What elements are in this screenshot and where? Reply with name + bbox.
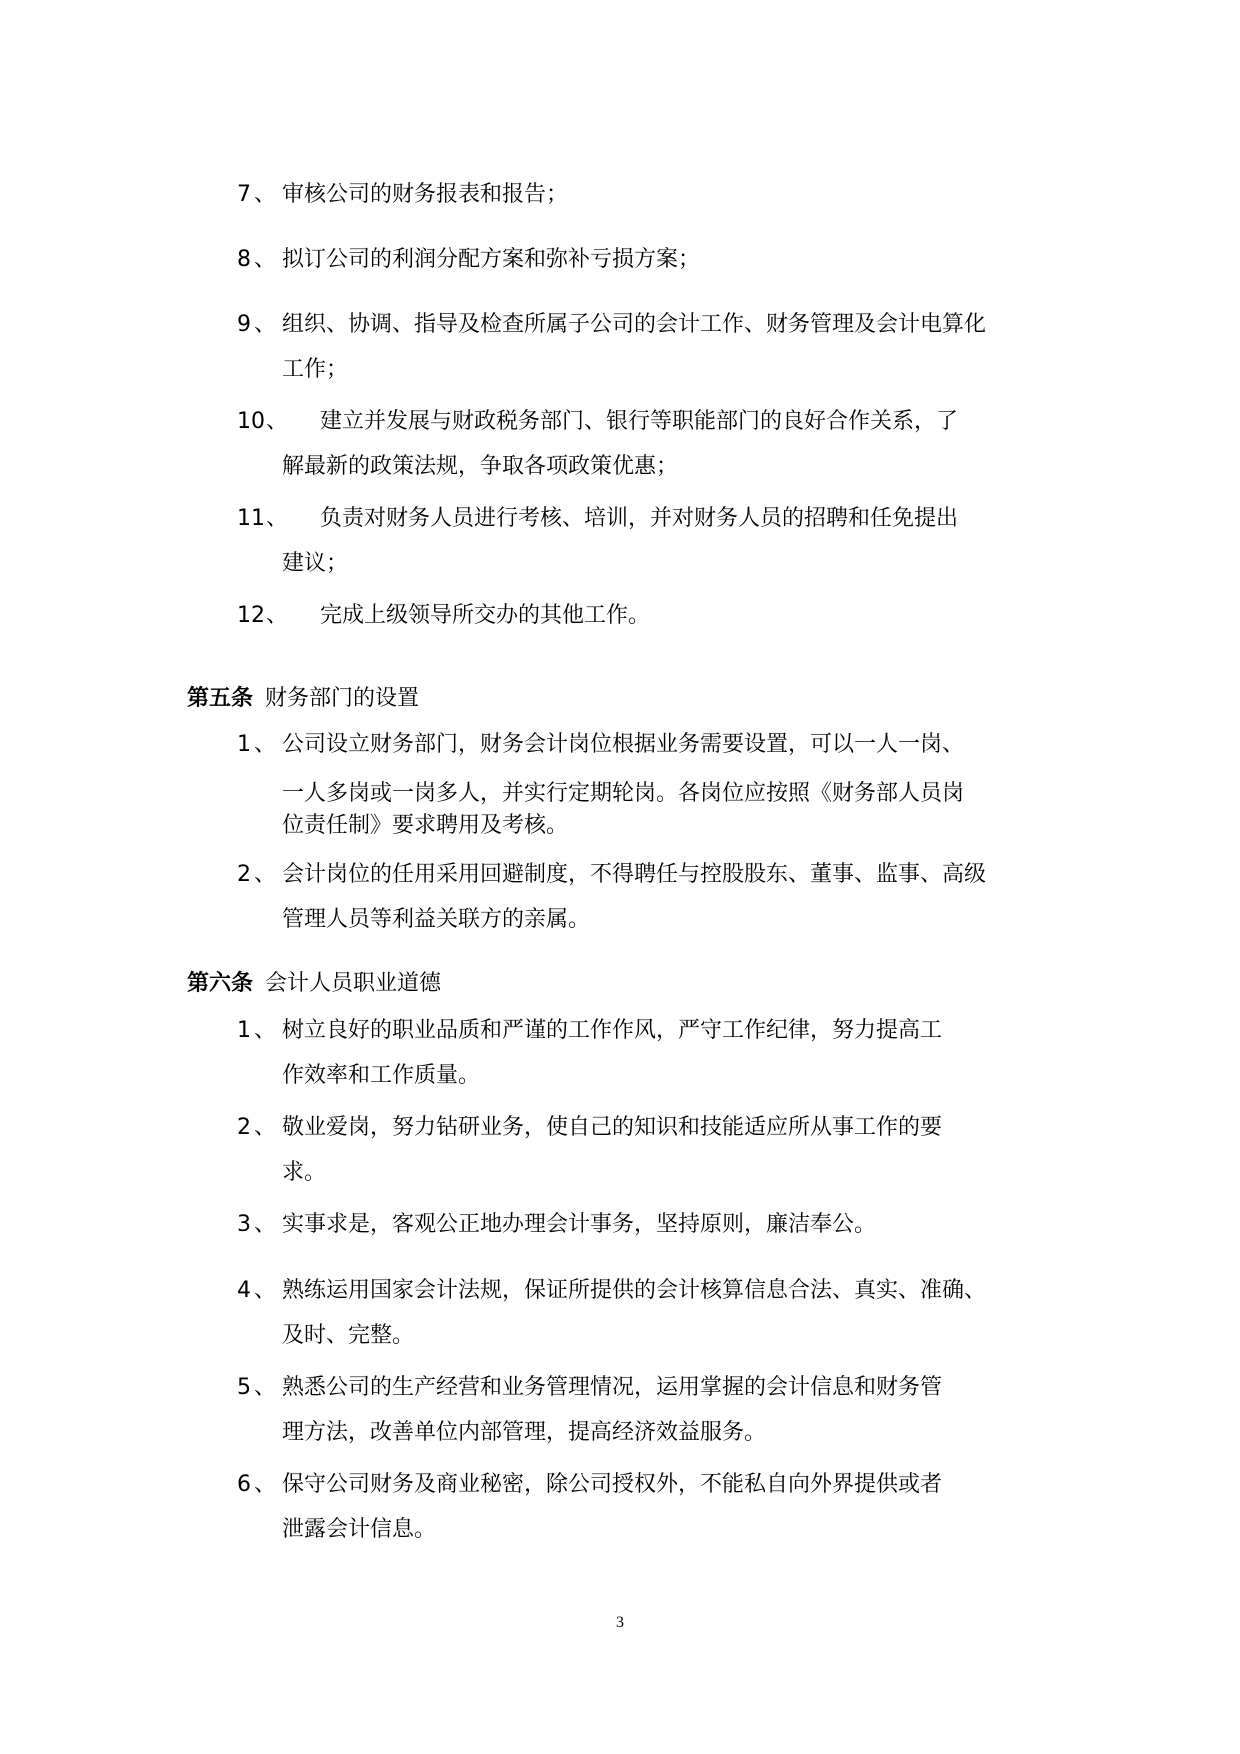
item-text: 熟练运用国家会计法规，保证所提供的会计核算信息合法、真实、准确、 <box>282 1278 987 1303</box>
item-text-continuation: 解最新的政策法规，争取各项政策优惠； <box>282 454 679 479</box>
item-text: 敬业爱岗，努力钻研业务，使自己的知识和技能适应所从事工作的要 <box>282 1115 943 1140</box>
item-number: 9 <box>237 312 251 337</box>
article-number: 第六条 <box>187 971 254 996</box>
item-text: 树立良好的职业品质和严谨的工作作风，严守工作纪律，努力提高工 <box>282 1018 943 1043</box>
item-separator: 、 <box>254 312 277 337</box>
item-text-continuation: 一人多岗或一岗多人，并实行定期轮岗。各岗位应按照《财务部人员岗 <box>282 781 965 806</box>
item-separator: 、 <box>254 732 277 757</box>
article-title: 财务部门的设置 <box>265 686 420 711</box>
item-text-continuation: 建议； <box>282 551 349 576</box>
item-number: 1 <box>237 732 251 757</box>
item-text-continuation: 泄露会计信息。 <box>282 1517 437 1542</box>
article-heading <box>187 683 419 715</box>
item-number: 12 <box>237 603 265 628</box>
item-number: 5 <box>237 1375 251 1400</box>
page-number: 3 <box>616 1614 624 1631</box>
item-text: 建立并发展与财政税务部门、银行等职能部门的良好合作关系，了 <box>320 409 959 434</box>
item-separator: 、 <box>254 1115 277 1140</box>
item-text-continuation: 工作； <box>282 357 349 382</box>
item-separator: 、 <box>254 182 277 207</box>
item-text-continuation: 及时、完整。 <box>282 1323 415 1348</box>
item-number: 11 <box>237 506 265 531</box>
item-separator: 、 <box>254 1018 277 1043</box>
article-number: 第五条 <box>187 686 254 711</box>
item-separator: 、 <box>254 247 277 272</box>
article-title: 会计人员职业道德 <box>265 971 442 996</box>
item-number: 6 <box>237 1472 251 1497</box>
item-separator: 、 <box>254 1278 277 1303</box>
item-separator: 、 <box>266 603 289 628</box>
item-text: 组织、协调、指导及检查所属子公司的会计工作、财务管理及会计电算化 <box>282 312 987 337</box>
article-heading <box>187 968 441 1000</box>
item-number: 2 <box>237 1115 251 1140</box>
item-text: 负责对财务人员进行考核、培训，并对财务人员的招聘和任免提出 <box>320 506 959 531</box>
item-text: 会计岗位的任用采用回避制度，不得聘任与控股股东、董事、监事、高级 <box>282 862 987 887</box>
item-text-continuation: 管理人员等利益关联方的亲属。 <box>282 907 591 932</box>
item-number: 1 <box>237 1018 251 1043</box>
item-separator: 、 <box>254 1212 277 1237</box>
item-text: 审核公司的财务报表和报告； <box>282 182 569 207</box>
item-text: 完成上级领导所交办的其他工作。 <box>320 603 651 628</box>
item-text-continuation: 理方法，改善单位内部管理，提高经济效益服务。 <box>282 1420 767 1445</box>
item-text: 实事求是，客观公正地办理会计事务，坚持原则，廉洁奉公。 <box>282 1212 877 1237</box>
item-text: 拟订公司的利润分配方案和弥补亏损方案； <box>282 247 701 272</box>
item-number: 7 <box>237 182 251 207</box>
item-text-continuation: 作效率和工作质量。 <box>282 1063 481 1088</box>
item-separator: 、 <box>266 409 289 434</box>
item-text-continuation: 位责任制》要求聘用及考核。 <box>282 813 569 838</box>
item-separator: 、 <box>254 1472 277 1497</box>
item-number: 8 <box>237 247 251 272</box>
item-text-continuation: 求。 <box>282 1160 327 1185</box>
item-text: 公司设立财务部门，财务会计岗位根据业务需要设置，可以一人一岗、 <box>282 732 965 757</box>
item-separator: 、 <box>254 1375 277 1400</box>
item-number: 4 <box>237 1278 251 1303</box>
item-text: 保守公司财务及商业秘密，除公司授权外，不能私自向外界提供或者 <box>282 1472 943 1497</box>
item-text: 熟悉公司的生产经营和业务管理情况，运用掌握的会计信息和财务管 <box>282 1375 943 1400</box>
item-number: 2 <box>237 862 251 887</box>
item-separator: 、 <box>254 862 277 887</box>
item-separator: 、 <box>266 506 289 531</box>
item-number: 10 <box>237 409 265 434</box>
item-number: 3 <box>237 1212 251 1237</box>
